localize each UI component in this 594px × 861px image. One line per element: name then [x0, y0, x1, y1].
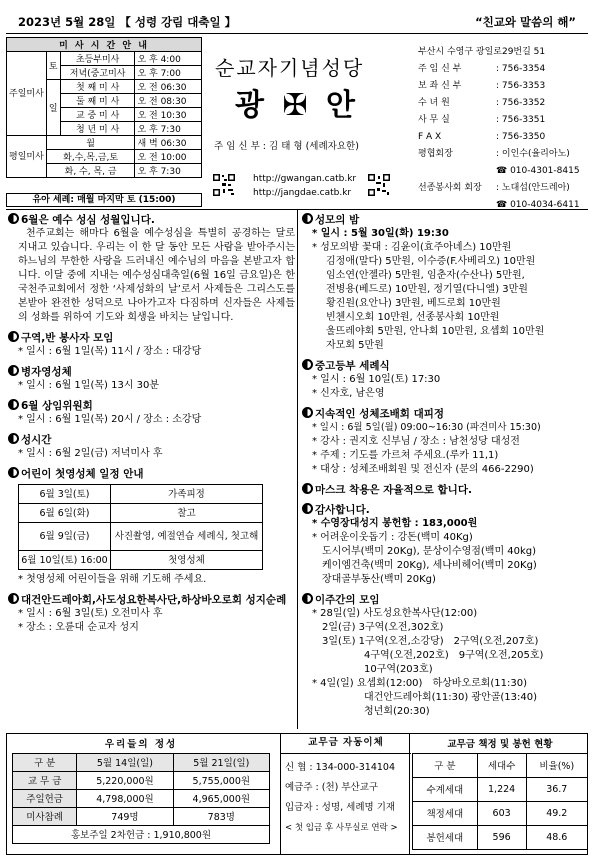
mass-name: 저녁(중고미사 — [60, 66, 135, 80]
sat-label: 토 — [46, 52, 60, 80]
qr-code-icon[interactable] — [367, 173, 391, 197]
contact-label — [418, 197, 496, 214]
mass-name: 월 — [46, 136, 135, 150]
bullet-icon — [8, 467, 19, 478]
contact-label: 보 좌 신 부 — [418, 81, 462, 91]
mass-time: 오 전 08:30 — [135, 94, 202, 108]
section-title: 성시간 — [8, 433, 295, 447]
section-title: 6월 상임위원회 — [8, 399, 295, 413]
church-subtitle: 순교자기념성당 — [215, 56, 365, 80]
mass-name: 화,수,목,금,토 — [46, 150, 135, 164]
meeting-line: 2일(금) 3구역(오전,302호) — [322, 622, 444, 633]
mass-name: 둘 째 미 사 — [60, 94, 135, 108]
bullet-icon — [8, 399, 19, 410]
mass-title: 미 사 시 간 안 내 — [7, 38, 202, 52]
contact-value: : 756-3352 — [496, 98, 546, 108]
donor-line: 장대골부동산(백미 20Kg) — [322, 574, 436, 585]
section-title: 6월은 예수 성심 성월입니다. — [8, 213, 295, 227]
section-title: 병자영성체 — [8, 365, 295, 379]
bullet-icon — [8, 593, 19, 604]
meeting-line: 10구역(203호) — [364, 664, 433, 675]
section-line: * 어려운이웃돕기 : 강돈(백미 40Kg) — [312, 532, 473, 543]
schedule-date: 6월 6일(화) — [19, 504, 111, 523]
donor-line: 도시어부(백미 20Kg), 문상이수영점(백미 40kg) — [322, 546, 537, 557]
schedule-event: 사진촬영, 예절연습 세례식, 첫고해 — [110, 523, 262, 551]
church-name: 광 ✠ 안 — [235, 88, 359, 123]
column-header: 비율(%) — [526, 753, 587, 777]
section-line: * 일시 : 6월 3일(토) 오전미사 후 — [18, 608, 163, 619]
contact-row — [418, 61, 588, 78]
transfer-line: 신 협 : 134-000-314104 — [285, 762, 396, 773]
website-link[interactable]: http://jangdae.catb.kr — [253, 188, 352, 198]
table-row — [413, 777, 588, 801]
offering-footnote: 홍보주일 2차헌금 : 1,910,800원 — [13, 825, 270, 843]
bullet-icon — [302, 213, 313, 224]
contact-value: : 756-3354 — [496, 64, 546, 74]
section-title: 이주간의 모임 — [302, 593, 588, 607]
contact-row — [418, 180, 588, 197]
section-line: * 일시 : 6월 10일(토) 17:30 — [312, 374, 441, 385]
baptism-notice: 유아 세례: 매월 마지막 토 (15:00) — [6, 193, 202, 207]
contact-value: ☎ 010-4034-6411 — [496, 200, 580, 210]
contact-row — [418, 197, 588, 214]
section-line: * 장소 : 오륜대 순교자 성지 — [18, 622, 139, 633]
donor-line: 임소연(안젤라) 5만원, 임춘자(수산나) 5만원, — [326, 270, 525, 281]
contact-label: 선종봉사회 회장 — [418, 183, 482, 193]
column-header: 5월 21일(일) — [173, 753, 269, 771]
section-body: 천주교회는 해마다 6월을 예수성심을 특별히 공경하는 달로 지내고 있습니다. 우리는 이 한 달 동안 모든 사람을 받아주시는 하느님의 무한한 사랑을 드러내신 예수님의 마음을 본받고자 합니다. 이달 중에 지내는 예수성심대축일(6월 16일 금요일)은 한국천주교회에서 정한 ‘사제성화의 날’로서 사제들은 그리스도를 본받아 완전한 성덕으로 나아가고자 다짐하며 신자들은 사제들의 성화를 위하여 기도와 희생을 바치는 날입니다. — [18, 228, 295, 323]
contact-row — [418, 129, 588, 146]
weekday-mass-label: 평일미사 — [7, 136, 47, 178]
divider — [6, 33, 588, 34]
mass-name: 교 중 미 사 — [60, 108, 135, 122]
section-title: 중고등부 세례식 — [302, 359, 588, 373]
meeting-line: 4구역(오전,202호) 9구역(오전,205호) — [364, 650, 544, 661]
section-title: 마스크 착용은 자율적으로 합니다. — [302, 483, 588, 497]
bulletin-date: 2023년 5월 28일 【 성령 강림 대축일 】 — [18, 15, 237, 29]
column-header: 세대수 — [477, 753, 526, 777]
bullet-icon — [302, 593, 313, 604]
row-label: 수계세대 — [413, 777, 478, 801]
offering-title: 우리들의 정성 — [104, 738, 178, 750]
mass-name: 청 년 미 사 — [60, 122, 135, 136]
mass-time: 오 후 7:30 — [135, 122, 202, 136]
mass-name: 초등부미사 — [60, 52, 135, 66]
sunday-mass-label: 주일미사 — [7, 52, 47, 136]
contact-value: : 노대섭(안드레아) — [496, 183, 570, 193]
meeting-line: * 28일(일) 사도성요한복사단(12:00) — [312, 608, 478, 619]
cell: 36.7 — [526, 777, 587, 801]
donor-line: 김정애(말다) 5만원, 이수증(F.사베리오) 10만원 — [326, 256, 536, 267]
mass-time: 오 후 4:00 — [135, 52, 202, 66]
table-row — [13, 807, 270, 825]
bullet-icon — [302, 359, 313, 370]
contact-label: 평협회장 — [418, 149, 453, 159]
bulletin-motto: “친교와 말씀의 해” — [475, 15, 576, 29]
section-title: 성모의 밤 — [302, 213, 588, 227]
row-label: 봉헌세대 — [413, 825, 478, 849]
column-header: 구 분 — [413, 753, 478, 777]
meeting-line: 대건안드레아회(11:30) 광안골(13:40) — [364, 692, 538, 703]
transfer-title: 교무금 자동이체 — [281, 733, 411, 754]
bullet-icon — [302, 483, 313, 494]
cell: 5,755,000원 — [173, 771, 269, 789]
mass-time: 오 전 06:30 — [135, 80, 202, 94]
contact-row — [418, 95, 588, 112]
section-line: * 수영장대성지 봉헌함 : 183,000원 — [312, 518, 478, 529]
contact-label: F A X — [418, 132, 442, 142]
section-title: 구역,반 봉사자 모임 — [8, 331, 295, 345]
mass-time: 오 전 10:30 — [135, 108, 202, 122]
meeting-line: 청년회(20:30) — [364, 706, 430, 717]
contact-label: 사 무 실 — [418, 115, 450, 125]
donor-line: 케이엠건축(백미 20Kg), 세나비헤어(백미 20Kg) — [322, 560, 537, 571]
schedule-date: 6월 9일(금) — [19, 523, 111, 551]
contact-row — [418, 78, 588, 95]
pastor-line: 주 임 신 부 : 김 태 형 (세례자요한) — [214, 141, 359, 152]
cell: 48.6 — [526, 825, 587, 849]
auto-transfer-box — [280, 733, 410, 855]
contact-row — [418, 146, 588, 163]
pledge-title: 교무금 책정 및 봉헌 현황 — [447, 738, 553, 750]
bullet-icon — [302, 407, 313, 418]
table-row — [13, 825, 270, 843]
mass-name: 화, 수, 목, 금 — [46, 164, 135, 178]
offering-table — [12, 733, 270, 844]
website-link[interactable]: http://gwangan.catb.kr — [253, 174, 357, 184]
table-row — [413, 825, 588, 849]
schedule-date: 6월 10일(토) 16:00 — [19, 551, 111, 570]
section-line: * 대상 : 성체조배회원 및 전신자 (문의 466-2290) — [312, 464, 534, 475]
section-line: * 일시 : 6월 1일(목) 11시 / 장소 : 대강당 — [18, 346, 202, 357]
table-row — [19, 485, 263, 504]
row-label: 주일헌금 — [13, 789, 77, 807]
section-line: * 주제 : 기도를 가르쳐 주세요.(루카 11,1) — [312, 450, 499, 461]
mass-time: 오 전 10:00 — [135, 150, 202, 164]
contact-value: ☎ 010-4301-8415 — [496, 166, 580, 176]
contact-label: 수 녀 원 — [418, 98, 450, 108]
section-line: * 일시 : 6월 2일(금) 저녁미사 후 — [18, 448, 163, 459]
qr-code-icon[interactable] — [212, 173, 236, 197]
cell: 4,965,000원 — [173, 789, 269, 807]
contact-info — [418, 44, 588, 214]
section-line: * 일시 : 6월 1일(목) 13시 30분 — [18, 380, 160, 391]
cell: 5,220,000원 — [77, 771, 173, 789]
transfer-line: 입금자 : 성명, 세례명 기재 — [285, 802, 396, 813]
schedule-date: 6월 3일(토) — [19, 485, 111, 504]
first-communion-table — [18, 484, 263, 570]
meeting-line: 3일(토) 1구역(오전,소강당) 2구역(오전,207호) — [322, 636, 539, 647]
cell: 603 — [477, 801, 526, 825]
contact-row — [418, 163, 588, 180]
cell: 749명 — [77, 807, 173, 825]
bullet-icon — [8, 331, 19, 342]
column-header: 구 분 — [13, 753, 77, 771]
bullet-icon — [302, 503, 313, 514]
column-divider — [297, 209, 298, 729]
schedule-event: 찰고 — [110, 504, 262, 523]
schedule-event: 가족피정 — [110, 485, 262, 504]
row-label: 교 무 금 — [13, 771, 77, 789]
donor-line: 전병용(베드로) 10만원, 정기열(다니엘) 3만원 — [326, 284, 528, 295]
contact-label — [418, 163, 496, 180]
mass-time: 새 벽 06:30 — [135, 136, 202, 150]
section-line: * 일시 : 5월 30일(화) 19:30 — [312, 228, 449, 239]
mass-time: 오 후 7:30 — [135, 164, 202, 178]
mass-name: 첫 째 미 사 — [60, 80, 135, 94]
cell: 4,798,000원 — [77, 789, 173, 807]
contact-value: : 756-3353 — [496, 81, 546, 91]
pledge-status-table — [412, 733, 588, 850]
column-header: 5월 14일(일) — [77, 753, 173, 771]
donor-line: 자모회 5만원 — [326, 340, 384, 351]
bullet-icon — [8, 365, 19, 376]
table-row — [13, 771, 270, 789]
table-row — [19, 551, 263, 570]
table-row — [19, 523, 263, 551]
address: 부산시 수영구 광일로29번길 51 — [418, 47, 546, 57]
row-label: 책정세대 — [413, 801, 478, 825]
right-column — [302, 213, 588, 719]
contact-row — [418, 112, 588, 129]
section-line: * 강사 : 권지호 신부님 / 장소 : 남천성당 대성전 — [312, 436, 520, 447]
cell: 783명 — [173, 807, 269, 825]
mass-schedule-table — [6, 37, 202, 178]
section-line: * 일시 : 6월 5일(월) 09:00~16:30 (파견미사 15:30) — [312, 422, 541, 433]
left-column — [8, 213, 295, 635]
section-line: * 일시 : 6월 1일(목) 20시 / 장소 : 소강당 — [18, 414, 202, 425]
meeting-line: * 4일(일) 요셉회(12:00) 하상바오로회(11:30) — [312, 678, 528, 689]
table-header — [13, 753, 270, 771]
section-line: * 성모의밤 꽃대 : 김윤이(효주아녜스) 10만원 — [312, 242, 512, 253]
table-row — [19, 504, 263, 523]
row-label: 미사참례 — [13, 807, 77, 825]
section-line: * 첫영성체 어린이들을 위해 기도해 주세요. — [18, 574, 207, 585]
cell: 1,224 — [477, 777, 526, 801]
schedule-event: 첫영성체 — [110, 551, 262, 570]
cell: 596 — [477, 825, 526, 849]
mass-time: 오 후 7:00 — [135, 66, 202, 80]
contact-value: : 756-3351 — [496, 115, 546, 125]
section-title: 지속적인 성체조배회 대피정 — [302, 407, 588, 421]
contact-value: : 이인수(율리아노) — [496, 149, 570, 159]
donor-line: 황진원(요안나) 3만원, 베드로회 10만원 — [326, 298, 501, 309]
section-title: 어린이 첫영성체 일정 안내 — [8, 467, 295, 481]
section-title: 감사합니다. — [302, 503, 588, 517]
transfer-line: < 첫 입금 후 사무실로 연락 > — [285, 823, 398, 833]
section-line: * 신자호, 남은영 — [312, 388, 385, 399]
sun-label: 일 — [46, 80, 60, 136]
bullet-icon — [8, 433, 19, 444]
donor-line: 울뜨레야회 5만원, 안나회 10만원, 요셉회 10만원 — [326, 326, 545, 337]
contact-value: : 756-3350 — [496, 132, 546, 142]
contact-label: 주 임 신 부 — [418, 64, 462, 74]
donor-line: 빈첸시오회 10만원, 선종봉사회 10만원 — [326, 312, 500, 323]
table-row — [13, 789, 270, 807]
table-header — [413, 753, 588, 777]
table-row — [413, 801, 588, 825]
section-title: 대건안드레아회,사도성요한복사단,하상바오로회 성지순례 — [8, 593, 295, 607]
transfer-line: 예금주 : (천) 부산교구 — [285, 782, 379, 793]
bullet-icon — [8, 213, 19, 224]
cell: 49.2 — [526, 801, 587, 825]
